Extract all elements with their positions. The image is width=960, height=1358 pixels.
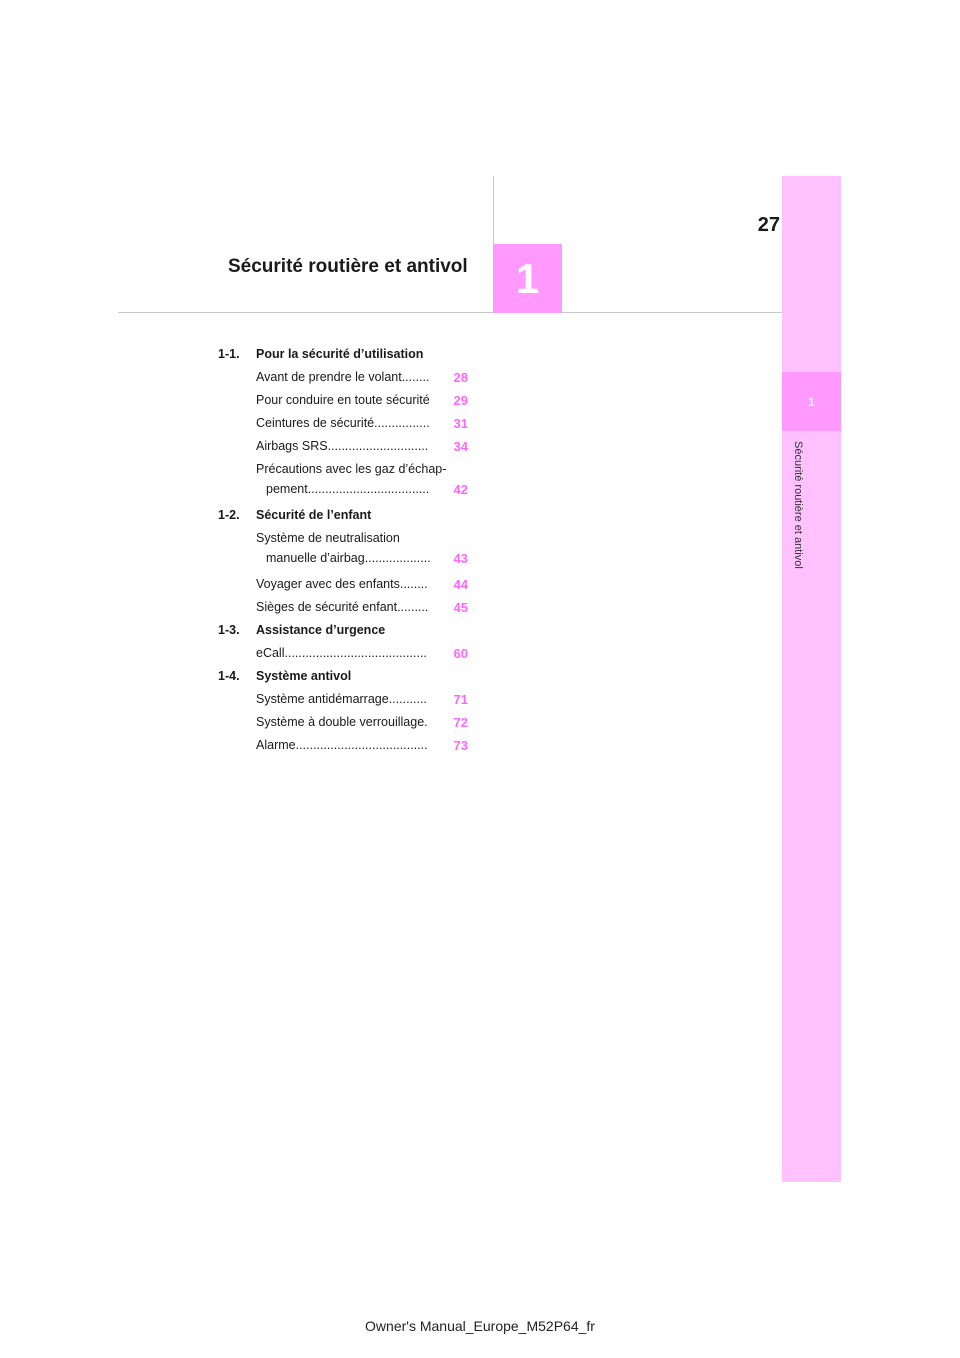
toc-entry-label: Ceintures de sécurité <box>256 416 375 430</box>
toc-entry[interactable] <box>218 737 468 760</box>
header-divider-horizontal <box>118 312 782 313</box>
toc-entry-page-link[interactable]: 60 <box>453 646 468 661</box>
toc-section-heading <box>218 346 468 369</box>
toc-entry-leader <box>430 392 452 415</box>
toc-entry-label: Airbags SRS <box>256 439 328 453</box>
toc-entry-leader: ...................................... <box>295 738 428 752</box>
toc-section-number: 1-1. <box>218 347 240 361</box>
toc-entry-label: Système à double verrouillage <box>256 715 425 729</box>
toc-section-number: 1-4. <box>218 669 240 683</box>
chapter-number: 1 <box>515 254 540 302</box>
toc-entry-page-link[interactable]: 73 <box>453 738 468 753</box>
toc-entry-label: Avant de prendre le volant <box>256 370 402 384</box>
toc-entry[interactable] <box>218 576 468 599</box>
toc-entry[interactable] <box>218 438 468 461</box>
toc-entry-leader: ................ <box>374 416 430 430</box>
toc-entry[interactable] <box>218 369 468 392</box>
header-divider-vertical <box>493 176 494 246</box>
chapter-number-box <box>493 244 562 313</box>
toc-entry[interactable] <box>218 530 468 576</box>
toc-entry-page-link[interactable]: 42 <box>453 482 468 497</box>
toc-entry-leader: ........ <box>401 370 430 384</box>
toc-entry[interactable] <box>218 645 468 668</box>
toc-entry-label-line1: Système de neutralisation <box>256 531 400 545</box>
toc-entry[interactable] <box>218 714 468 737</box>
toc-entry[interactable] <box>218 599 468 622</box>
document-footer: Owner's Manual_Europe_M52P64_fr <box>365 1318 595 1334</box>
toc-entry-leader: ......................................... <box>284 646 427 660</box>
toc-entry-label: eCall <box>256 646 285 660</box>
toc-section-heading <box>218 668 468 691</box>
toc-entry-label: Pour conduire en toute sécurité <box>256 393 430 407</box>
toc-entry-leader: . <box>424 715 428 729</box>
toc-section-heading <box>218 507 468 530</box>
toc-entry-page-link[interactable]: 72 <box>453 715 468 730</box>
toc-entry[interactable] <box>218 691 468 714</box>
toc-entry[interactable] <box>218 461 468 507</box>
toc-section-heading <box>218 622 468 645</box>
toc-entry-page-link[interactable]: 43 <box>453 551 468 566</box>
toc-entry-label: Alarme <box>256 738 296 752</box>
chapter-title: Sécurité routière et antivol <box>228 256 468 277</box>
toc-entry-page-link[interactable]: 31 <box>453 416 468 431</box>
toc-section-title: Assistance d’urgence <box>256 623 386 637</box>
side-tab-active-chapter[interactable] <box>782 372 841 431</box>
toc-section-title: Système antivol <box>256 669 352 683</box>
toc-entry-label-line1: Précautions avec les gaz d’échap- <box>256 462 447 476</box>
side-tab-number: 1 <box>808 394 815 409</box>
toc-entry-page-link[interactable]: 28 <box>453 370 468 385</box>
side-tab-label-text: Sécurité routière et antivol <box>792 441 804 569</box>
toc-entry-leader: ........... <box>388 692 427 706</box>
toc-entry-page-link[interactable]: 29 <box>453 393 468 408</box>
toc-entry-page-link[interactable]: 45 <box>453 600 468 615</box>
toc-entry-leader: ......... <box>397 600 429 614</box>
toc-entry-leader: ........ <box>399 577 428 591</box>
toc-entry-leader: ................... <box>364 551 431 565</box>
toc-entry-leader: ................................... <box>307 482 430 496</box>
toc-entry[interactable] <box>218 392 468 415</box>
toc-entry-page-link[interactable]: 44 <box>453 577 468 592</box>
toc-entry-leader: ............................. <box>327 439 429 453</box>
side-thumb-tab <box>782 176 841 1182</box>
toc-entry[interactable] <box>218 415 468 438</box>
toc-entry-label: Voyager avec des enfants <box>256 577 400 591</box>
page-number: 27 <box>757 214 780 236</box>
toc-entry-page-link[interactable]: 34 <box>453 439 468 454</box>
toc-section-number: 1-2. <box>218 508 240 522</box>
side-tab-label <box>792 441 808 611</box>
toc-section-title: Sécurité de l’enfant <box>256 508 372 522</box>
toc-entry-label: Système antidémarrage <box>256 692 389 706</box>
toc-entry-label: pement <box>266 482 308 496</box>
table-of-contents <box>218 346 468 760</box>
toc-entry-page-link[interactable]: 71 <box>453 692 468 707</box>
toc-section-number: 1-3. <box>218 623 240 637</box>
toc-entry-label: Sièges de sécurité enfant <box>256 600 398 614</box>
toc-entry-label: manuelle d’airbag <box>266 551 365 565</box>
toc-section-title: Pour la sécurité d’utilisation <box>256 347 424 361</box>
